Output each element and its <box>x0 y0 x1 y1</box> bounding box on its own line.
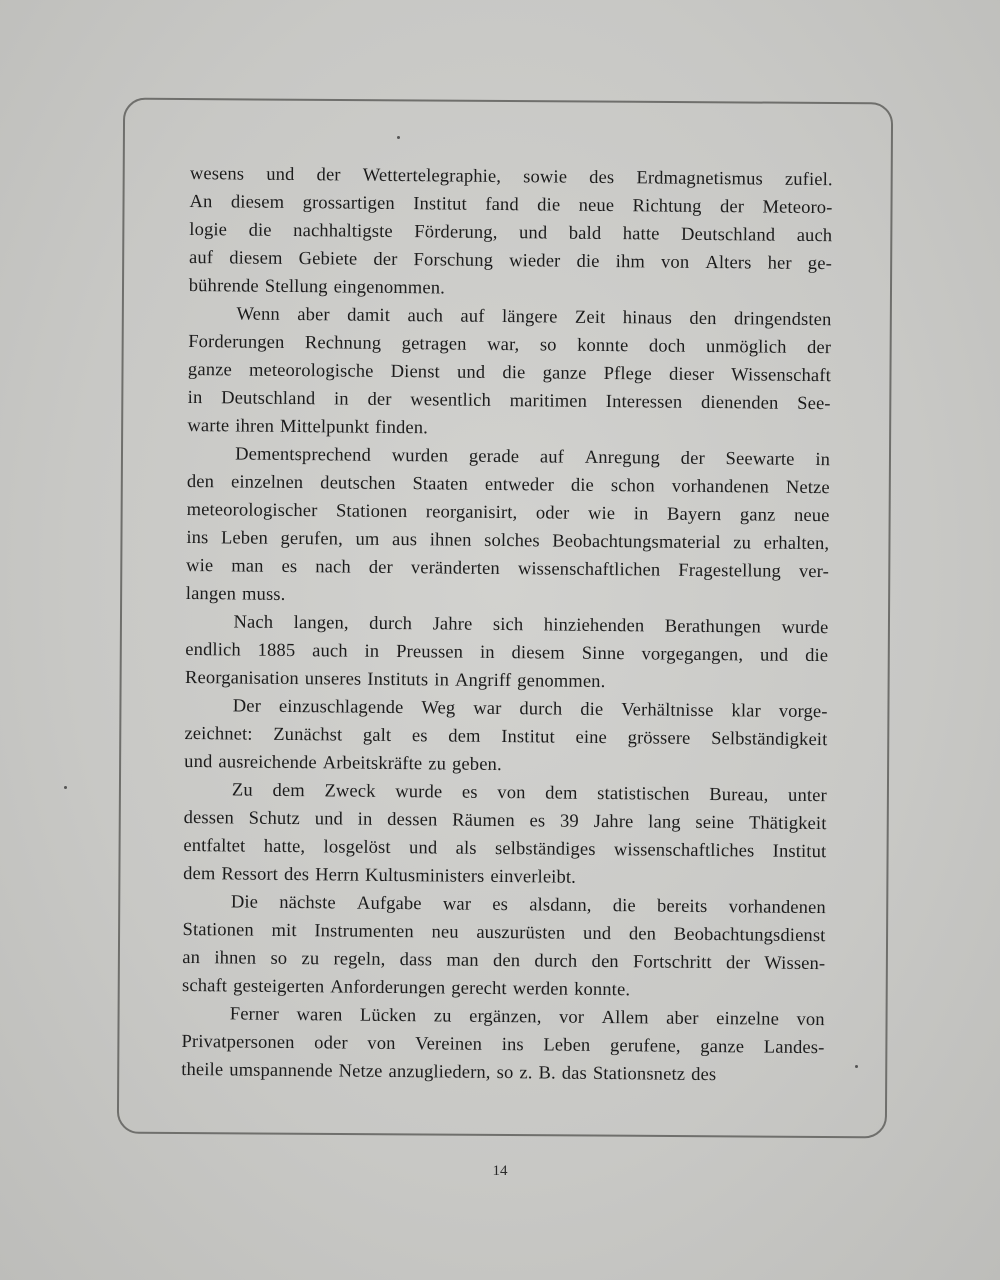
word: seine <box>695 812 735 834</box>
word: vorge- <box>778 701 828 723</box>
word: Bureau, <box>709 785 769 806</box>
word: und <box>518 223 548 244</box>
word: sich <box>492 614 524 636</box>
word: Stationen <box>182 919 254 941</box>
word: neu <box>431 922 459 943</box>
word: damit <box>347 305 391 326</box>
word: meteorologischer <box>186 499 318 522</box>
word: bereits <box>656 896 708 918</box>
word: wurde <box>781 617 829 639</box>
word: durch <box>534 951 578 972</box>
word: Reorganisation <box>184 667 299 690</box>
word: gesteigerten <box>233 976 325 998</box>
word: Privatpersonen <box>181 1031 295 1054</box>
word: gerufene, <box>609 1036 681 1057</box>
word: Thätigkeit <box>748 813 827 835</box>
word: umspannende <box>229 1060 333 1082</box>
word: der <box>680 448 705 469</box>
word: oder <box>314 1033 348 1054</box>
word: aus <box>391 529 418 551</box>
word: Selbständigkeit <box>711 729 828 751</box>
word: werden <box>512 979 569 1000</box>
word: Erdmagnetismus <box>636 168 763 190</box>
word: Anregung <box>584 447 661 469</box>
word: galt <box>362 725 392 746</box>
word: maritimen <box>509 391 588 412</box>
word: zeichnet: <box>184 723 253 745</box>
word: diesem <box>511 643 565 664</box>
word: solches <box>484 530 540 552</box>
word: wie <box>587 503 616 525</box>
word: doch <box>648 336 686 357</box>
word: Mittelpunkt <box>279 416 370 438</box>
word: schon <box>610 476 655 497</box>
word: an <box>182 947 201 969</box>
word: Jahre <box>432 614 473 635</box>
word: schaft <box>181 975 228 997</box>
word: ihren <box>235 416 275 437</box>
word: nach <box>315 557 351 578</box>
word: auch <box>312 641 348 662</box>
word: gerufen, <box>280 528 344 550</box>
word: Leben <box>543 1035 591 1056</box>
word: B. <box>538 1063 556 1084</box>
word: ergänzen, <box>469 1006 542 1028</box>
word: diesem <box>230 192 285 213</box>
word: auszurüsten <box>476 922 566 944</box>
word: den <box>492 950 521 972</box>
word: entfaltet <box>183 835 246 857</box>
word: zu <box>301 949 320 970</box>
word: vorhandenen <box>728 897 826 919</box>
word: deutschen <box>320 473 396 494</box>
word: wissenschaftliches <box>613 840 755 862</box>
word: Aufgabe <box>356 893 422 915</box>
word: grossartigen <box>302 193 395 214</box>
word: man <box>231 556 264 577</box>
word: einzelnen <box>230 472 304 494</box>
word: der <box>367 389 392 410</box>
word: Deutschland <box>680 224 776 246</box>
word: in <box>815 450 831 471</box>
word: lang <box>648 812 681 833</box>
word: hatte, <box>263 836 306 858</box>
word: bührende <box>188 275 259 297</box>
word: ihnen <box>429 530 472 551</box>
word: Zunächst <box>273 724 343 746</box>
word: in <box>364 641 380 662</box>
word: langen, <box>293 613 349 634</box>
word: reorganisirt, <box>425 502 518 524</box>
word: unseres <box>304 669 362 690</box>
word: die <box>248 220 272 241</box>
word: von <box>796 1009 825 1031</box>
word: Vereinen <box>415 1034 483 1055</box>
word: theile <box>181 1059 224 1081</box>
word: dringendsten <box>733 309 832 331</box>
word: Räumen <box>452 810 515 832</box>
word: Ferner <box>229 1004 280 1025</box>
word: des <box>691 1064 717 1086</box>
word: meteorologische <box>248 360 374 382</box>
word: in <box>479 642 495 663</box>
word: in <box>187 387 203 409</box>
word: fand <box>485 194 519 216</box>
word: so <box>496 1062 514 1084</box>
word: Förderung, <box>414 222 498 243</box>
word: Der <box>232 696 262 717</box>
word: so <box>539 335 557 356</box>
word: Fragestellung <box>678 560 782 582</box>
word: vorhandenen <box>671 476 770 498</box>
word: und <box>759 645 789 666</box>
word: auch <box>796 225 833 247</box>
word: aber <box>297 305 330 326</box>
word: Stationen <box>335 501 408 523</box>
word: Rechnung <box>304 333 382 354</box>
word: waren <box>296 1005 343 1026</box>
word: Verhältnisse <box>621 700 714 722</box>
word: unter <box>788 785 827 807</box>
word: Wettertelegraphie, <box>362 165 502 187</box>
word: ihnen <box>214 948 257 969</box>
word: Jahre <box>593 811 634 833</box>
word: losgelöst <box>323 837 391 858</box>
word: hinaus <box>622 308 673 329</box>
word: auf <box>188 247 214 269</box>
word: nachhaltigste <box>293 220 393 242</box>
word: Angriff <box>454 670 512 692</box>
word: Herrn <box>315 865 360 886</box>
word: der <box>806 337 832 359</box>
word: ganz <box>739 505 776 526</box>
word: es <box>281 556 298 578</box>
word: Forderungen <box>188 331 285 353</box>
word: Pflege <box>603 363 652 385</box>
word: Instituts <box>367 669 429 691</box>
word: Wissen- <box>764 953 826 975</box>
word: eine <box>575 727 608 749</box>
word: mit <box>271 920 297 942</box>
word: finden. <box>374 417 429 439</box>
word: Die <box>230 892 259 913</box>
word: nächste <box>279 892 336 914</box>
word: Alters <box>705 252 752 274</box>
word: hatte <box>622 224 660 245</box>
word: den <box>628 924 657 945</box>
word: sowie <box>523 167 568 188</box>
word: des <box>589 167 615 189</box>
word: wesentlich <box>410 390 492 411</box>
word: ver- <box>798 561 830 583</box>
word: Preussen <box>396 642 464 663</box>
word: der <box>316 165 341 186</box>
word: in <box>333 389 349 410</box>
word: die <box>502 363 526 384</box>
word: von <box>497 782 526 804</box>
word: endlich <box>185 639 241 661</box>
word: alsdann, <box>529 895 592 916</box>
word: der <box>719 197 745 218</box>
word: dieser <box>668 364 715 386</box>
word: und <box>582 923 612 945</box>
word: Wissenschaft <box>731 365 832 387</box>
word: wissenschaftlichen <box>517 559 661 581</box>
body-text <box>181 160 833 1090</box>
word: der <box>725 953 751 974</box>
word: es <box>411 726 428 747</box>
word: und <box>266 164 295 186</box>
word: ausreichende <box>218 752 317 774</box>
word: Netze <box>338 1061 383 1082</box>
word: ge- <box>807 253 833 275</box>
word: einzelne <box>716 1009 780 1030</box>
word: Interessen <box>605 392 683 413</box>
word: hinziehenden <box>543 615 645 637</box>
word: Arbeitskräfte <box>322 753 423 775</box>
word: vorgegangen, <box>641 644 744 666</box>
word: Ressort <box>221 864 279 885</box>
word: Forschung <box>413 250 494 271</box>
word: Zeit <box>574 307 606 328</box>
word: dem <box>448 726 481 747</box>
word: wie <box>186 555 214 577</box>
word: ihm <box>615 252 646 273</box>
word: und <box>408 838 438 859</box>
word: um <box>355 529 380 550</box>
word: selbständiges <box>494 838 596 860</box>
word: erhalten, <box>763 533 830 555</box>
word: auch <box>407 306 444 327</box>
word: Seewarte <box>725 449 795 470</box>
print-speck <box>397 136 400 139</box>
word: Dienst <box>390 361 440 383</box>
word: war <box>442 894 472 915</box>
word: Gebiete <box>298 249 358 270</box>
word: 39 <box>559 811 579 832</box>
word: regeln, <box>333 949 386 970</box>
word: gerade <box>468 446 520 468</box>
word: wurden <box>391 445 449 467</box>
word: geben. <box>451 754 502 776</box>
word: oder <box>535 503 570 524</box>
word: Staaten <box>412 474 469 495</box>
word: Deutschland <box>221 388 316 410</box>
word: in <box>633 504 649 525</box>
word: es <box>492 894 509 916</box>
word: Institut <box>413 194 467 215</box>
print-speck <box>64 786 67 789</box>
word: gerecht <box>451 978 507 1000</box>
word: statistischen <box>597 783 690 805</box>
word: Anforderungen <box>330 977 446 999</box>
word: die <box>537 195 561 216</box>
word: die <box>576 251 600 272</box>
word: muss. <box>241 584 286 605</box>
word: genommen. <box>517 671 606 693</box>
word: Lücken <box>359 1005 417 1027</box>
word: als <box>455 838 477 859</box>
word: ins <box>501 1035 524 1056</box>
word: Nach <box>233 612 274 633</box>
word: konnte <box>577 335 629 357</box>
word: war, <box>487 334 520 356</box>
word: grössere <box>627 728 691 749</box>
word: Berathungen <box>664 616 762 638</box>
word: zufiel. <box>784 169 833 191</box>
word: eingenommen. <box>333 277 446 299</box>
word: dienenden <box>700 392 779 414</box>
word: See- <box>797 393 831 415</box>
word: längere <box>501 307 558 328</box>
word: neue <box>793 505 830 527</box>
word: ganze <box>187 359 232 381</box>
word: Landes- <box>763 1037 825 1059</box>
word: 1885 <box>257 640 296 662</box>
word: Kultusministers <box>364 865 485 887</box>
word: dessen <box>387 809 438 831</box>
word: und <box>184 751 213 773</box>
word: auf <box>539 447 565 468</box>
word: Fortschritt <box>632 952 712 974</box>
word: her <box>767 253 792 274</box>
word: entweder <box>484 474 555 496</box>
word: einverleibt. <box>490 866 577 888</box>
word: Stellung <box>264 276 328 298</box>
word: und <box>456 362 486 383</box>
word: Weg <box>421 698 456 719</box>
word: getragen <box>401 334 467 355</box>
word: die <box>805 645 829 667</box>
word: des <box>283 864 310 886</box>
word: Netze <box>785 477 830 499</box>
word: Institut <box>772 841 827 863</box>
word: man <box>446 950 479 971</box>
word: die <box>580 699 604 720</box>
word: Stationsnetz <box>592 1063 686 1085</box>
word: klar <box>731 701 761 722</box>
word: dem <box>272 780 305 802</box>
word: aber <box>666 1008 699 1029</box>
word: vor <box>558 1007 585 1028</box>
word: in <box>434 670 450 691</box>
word: Sinne <box>581 643 625 665</box>
word: An <box>189 191 213 213</box>
word: einzuschlagende <box>278 696 404 719</box>
word: die <box>612 896 636 917</box>
word: Zu <box>231 780 253 801</box>
word: Dementsprechend <box>235 444 372 466</box>
word: es <box>529 811 546 832</box>
word: von <box>367 1033 396 1055</box>
word: diesem <box>229 248 283 269</box>
word: zu <box>433 1006 452 1027</box>
word: dessen <box>183 807 235 829</box>
word: Bayern <box>666 504 722 526</box>
word: der <box>373 249 398 270</box>
word: langen <box>185 583 237 605</box>
word: Beobachtungsdienst <box>673 924 826 947</box>
word: Instrumenten <box>314 921 414 943</box>
word: Institut <box>501 727 555 748</box>
word: zu <box>733 533 752 554</box>
word: Beobachtungsmaterial <box>552 531 721 554</box>
word: und <box>314 809 344 830</box>
word: das <box>561 1063 588 1084</box>
word: von <box>660 252 690 273</box>
word: dem <box>183 863 216 885</box>
word: es <box>461 782 478 803</box>
word: Wenn <box>236 304 280 325</box>
word: den <box>591 951 619 973</box>
word: z. <box>519 1063 533 1084</box>
word: Meteoro- <box>762 197 833 219</box>
word: Richtung <box>632 196 702 217</box>
word: anzugliedern, <box>388 1061 491 1083</box>
word: so <box>270 948 288 969</box>
word: wurde <box>395 782 443 803</box>
word: dass <box>399 950 433 971</box>
word: ganze <box>700 1036 745 1058</box>
word: Leben <box>220 528 269 549</box>
word: dem <box>545 783 578 804</box>
word: durch <box>369 613 413 635</box>
word: auf <box>460 306 485 327</box>
word: Allem <box>601 1007 649 1029</box>
page-number: 14 <box>492 1163 508 1179</box>
word: den <box>186 471 215 493</box>
word: warte <box>187 415 230 437</box>
word: der <box>368 557 394 578</box>
word: den <box>689 308 717 330</box>
word: wesens <box>189 163 245 185</box>
print-speck <box>855 1065 858 1068</box>
word: konnte. <box>574 979 631 1001</box>
word: wieder <box>509 251 561 272</box>
word: unmöglich <box>705 336 787 358</box>
word: bald <box>568 223 602 244</box>
word: neue <box>578 195 615 217</box>
word: logie <box>189 219 228 241</box>
word: ins <box>186 527 209 549</box>
word: Zweck <box>324 781 376 802</box>
word: veränderten <box>410 558 500 579</box>
word: zu <box>428 754 447 775</box>
word: in <box>357 809 373 830</box>
word: war <box>473 698 502 720</box>
word: ganze <box>542 363 587 384</box>
word: Schutz <box>248 808 301 830</box>
word: die <box>570 475 595 496</box>
word: durch <box>519 699 563 720</box>
